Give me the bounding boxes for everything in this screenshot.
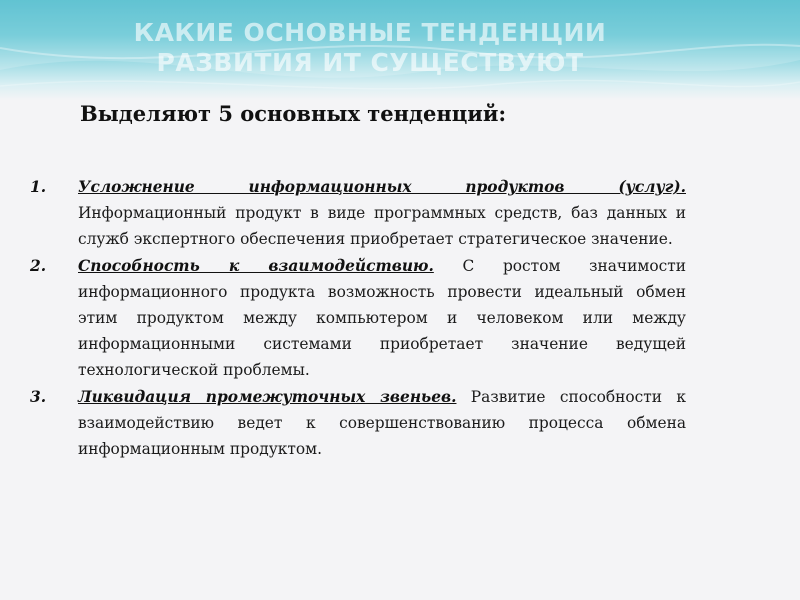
item-heading: Ликвидация промежуточных звеньев. bbox=[78, 387, 457, 406]
item-number: 1. bbox=[30, 178, 47, 196]
item-heading: Усложнение информационных продуктов (услуг). bbox=[78, 178, 686, 196]
list-item bbox=[30, 174, 686, 253]
item-text: С ростом значимости информационного продукта возможность провести идеальный обмен этим продуктом между компьютером и человеком или между информационными системами приобретает значение ведущей технологической проблемы. bbox=[78, 256, 686, 380]
item-text: Развитие способности к взаимодействию ведет к совершенствованию процесса обмена информационным продуктом. bbox=[78, 387, 686, 459]
tendency-list bbox=[30, 174, 686, 462]
slide-title-line1: КАКИЕ ОСНОВНЫЕ ТЕНДЕНЦИИ bbox=[133, 18, 607, 47]
slide-title-line2: РАЗВИТИЯ ИТ СУЩЕСТВУЮТ bbox=[156, 48, 584, 77]
item-number: 3. bbox=[30, 387, 47, 406]
item-text: Информационный продукт в виде программных средств, баз данных и служб экспертного обеспечения приобретает стратегическое значение. bbox=[78, 204, 686, 249]
list-item bbox=[30, 253, 686, 384]
item-heading: Способность к взаимодействию. bbox=[78, 256, 434, 275]
list-item bbox=[30, 384, 686, 463]
slide-title bbox=[60, 18, 680, 78]
subtitle: Выделяют 5 основных тенденций: bbox=[80, 101, 507, 126]
item-number: 2. bbox=[30, 256, 47, 275]
